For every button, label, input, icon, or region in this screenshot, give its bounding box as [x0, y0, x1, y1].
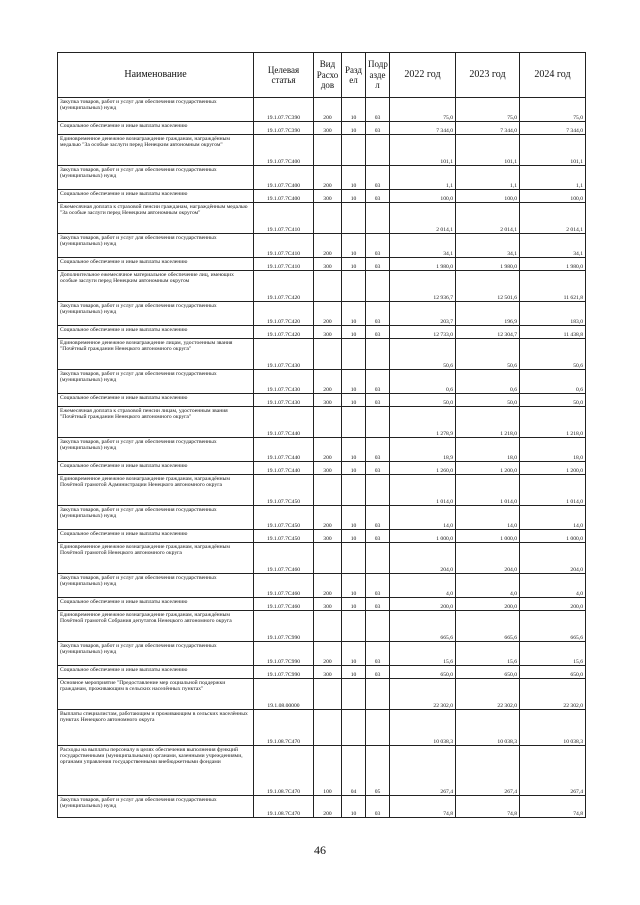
- row-section: 10: [342, 98, 366, 122]
- row-target-article: 19.1.07.7С440: [254, 407, 314, 438]
- table-row: [58, 258, 586, 271]
- table-row: [58, 407, 586, 438]
- row-name: Социальное обеспечение и иные выплаты населению: [58, 394, 254, 407]
- row-subsection: 03: [366, 642, 390, 666]
- row-subsection: [366, 611, 390, 642]
- row-section: [342, 475, 366, 506]
- row-section: [342, 271, 366, 302]
- row-value-2022: 50,0: [390, 394, 456, 407]
- row-subsection: [366, 203, 390, 234]
- row-value-2024: 22 302,0: [520, 679, 586, 710]
- row-target-article: 19.1.07.7С460: [254, 598, 314, 611]
- table-row: [58, 598, 586, 611]
- row-expense-type: 200: [314, 642, 342, 666]
- row-name: Единовременное денежное вознаграждение гражданам, награждённым Почётной грамотой Ненецкого автономного округа: [58, 543, 254, 574]
- row-value-2022: 1 980,0: [390, 258, 456, 271]
- row-subsection: 03: [366, 666, 390, 679]
- table-row: [58, 98, 586, 122]
- row-value-2023: 1 200,0: [456, 462, 520, 475]
- row-target-article: 19.1.07.7С990: [254, 666, 314, 679]
- row-target-article: 19.1.07.7С420: [254, 302, 314, 326]
- row-value-2022: 1 014,0: [390, 475, 456, 506]
- table-row: [58, 339, 586, 370]
- row-value-2023: 1 000,0: [456, 530, 520, 543]
- row-expense-type: 200: [314, 234, 342, 258]
- row-target-article: 19.1.08.00000: [254, 679, 314, 710]
- budget-table: [57, 52, 586, 818]
- row-target-article: 19.1.07.7С990: [254, 642, 314, 666]
- row-value-2023: 1 980,0: [456, 258, 520, 271]
- row-value-2024: 18,0: [520, 438, 586, 462]
- table-row: [58, 203, 586, 234]
- row-name: Основное мероприятие "Предоставление мер социальной поддержки гражданам, проживающим в сельских населённых пунктах": [58, 679, 254, 710]
- row-subsection: 03: [366, 370, 390, 394]
- row-value-2023: 14,0: [456, 506, 520, 530]
- row-expense-type: 200: [314, 574, 342, 598]
- row-name: Закупка товаров, работ и услуг для обеспечения государственных (муниципальных) нужд: [58, 642, 254, 666]
- row-value-2023: 101,1: [456, 135, 520, 166]
- row-target-article: 19.1.07.7С450: [254, 530, 314, 543]
- row-value-2022: 74,8: [390, 796, 456, 818]
- table-row: [58, 190, 586, 203]
- row-value-2022: 665,6: [390, 611, 456, 642]
- row-subsection: [366, 679, 390, 710]
- row-value-2022: 75,0: [390, 98, 456, 122]
- row-value-2023: 1 218,0: [456, 407, 520, 438]
- row-target-article: 19.1.07.7С460: [254, 543, 314, 574]
- page-number: 46: [314, 843, 326, 857]
- row-value-2022: 12 733,0: [390, 326, 456, 339]
- row-expense-type: [314, 407, 342, 438]
- row-value-2023: 0,6: [456, 370, 520, 394]
- row-section: 10: [342, 370, 366, 394]
- table-row: [58, 370, 586, 394]
- row-section: 10: [342, 642, 366, 666]
- table-row: [58, 506, 586, 530]
- row-section: [342, 407, 366, 438]
- row-section: 10: [342, 394, 366, 407]
- table-row: [58, 394, 586, 407]
- row-subsection: 03: [366, 234, 390, 258]
- row-value-2024: 1 980,0: [520, 258, 586, 271]
- row-expense-type: [314, 475, 342, 506]
- row-target-article: 19.1.07.7С400: [254, 166, 314, 190]
- row-value-2023: 50,0: [456, 394, 520, 407]
- row-section: [342, 203, 366, 234]
- row-value-2024: 34,1: [520, 234, 586, 258]
- table-row: [58, 475, 586, 506]
- row-name: Закупка товаров, работ и услуг для обеспечения государственных (муниципальных) нужд: [58, 370, 254, 394]
- row-value-2022: 1 278,9: [390, 407, 456, 438]
- row-value-2022: 204,0: [390, 543, 456, 574]
- table-header-row: [58, 53, 586, 98]
- row-target-article: 19.1.07.7С410: [254, 234, 314, 258]
- row-expense-type: 100: [314, 746, 342, 796]
- row-expense-type: 200: [314, 506, 342, 530]
- row-name: Социальное обеспечение и иные выплаты населению: [58, 530, 254, 543]
- row-expense-type: [314, 339, 342, 370]
- row-name: Закупка товаров, работ и услуг для обеспечения государственных (муниципальных) нужд: [58, 98, 254, 122]
- row-name: Закупка товаров, работ и услуг для обеспечения государственных (муниципальных) нужд: [58, 438, 254, 462]
- row-value-2022: 34,1: [390, 234, 456, 258]
- row-section: 10: [342, 438, 366, 462]
- header-target-article: Целевая статья: [254, 53, 314, 98]
- header-year-2024: 2024 год: [520, 53, 586, 98]
- row-value-2022: 10 038,3: [390, 710, 456, 746]
- row-value-2023: 100,0: [456, 190, 520, 203]
- row-section: 10: [342, 796, 366, 818]
- row-value-2023: 50,6: [456, 339, 520, 370]
- row-value-2024: 1 218,0: [520, 407, 586, 438]
- row-name: Закупка товаров, работ и услуг для обеспечения государственных (муниципальных) нужд: [58, 574, 254, 598]
- row-target-article: 19.1.08.7С470: [254, 746, 314, 796]
- row-section: 10: [342, 258, 366, 271]
- row-name: Социальное обеспечение и иные выплаты населению: [58, 258, 254, 271]
- table-row: [58, 530, 586, 543]
- row-value-2022: 18,9: [390, 438, 456, 462]
- row-value-2024: 267,4: [520, 746, 586, 796]
- row-target-article: 19.1.07.7С430: [254, 394, 314, 407]
- row-subsection: 03: [366, 190, 390, 203]
- row-value-2023: 34,1: [456, 234, 520, 258]
- header-section: Разд ел: [342, 53, 366, 98]
- row-target-article: 19.1.07.7С450: [254, 506, 314, 530]
- row-section: 10: [342, 326, 366, 339]
- row-value-2023: 12 501,6: [456, 271, 520, 302]
- row-value-2023: 1,1: [456, 166, 520, 190]
- row-value-2023: 1 014,0: [456, 475, 520, 506]
- row-name: Дополнительное ежемесячное материальное обеспечение лиц, имеющих особые заслуги перед Ненецким автономным округом: [58, 271, 254, 302]
- row-name: Единовременное денежное вознаграждение гражданам, награждённым медалью "За особые заслуги перед Ненецким автономным округом": [58, 135, 254, 166]
- row-value-2023: 267,4: [456, 746, 520, 796]
- table-row: [58, 666, 586, 679]
- row-name: Ежемесячная доплата к страховой пенсии лицам, удостоенным звания "Почётный гражданин Ненецкого автономного округа": [58, 407, 254, 438]
- row-target-article: 19.1.08.7С470: [254, 796, 314, 818]
- row-name: Социальное обеспечение и иные выплаты населению: [58, 326, 254, 339]
- row-value-2024: 1,1: [520, 166, 586, 190]
- header-year-2023: 2023 год: [456, 53, 520, 98]
- row-expense-type: 200: [314, 166, 342, 190]
- row-value-2024: 50,6: [520, 339, 586, 370]
- row-value-2023: 200,0: [456, 598, 520, 611]
- row-section: [342, 679, 366, 710]
- row-section: 10: [342, 190, 366, 203]
- row-expense-type: 300: [314, 326, 342, 339]
- row-value-2022: 2 014,1: [390, 203, 456, 234]
- row-name: Социальное обеспечение и иные выплаты населению: [58, 462, 254, 475]
- row-value-2024: 11 621,8: [520, 271, 586, 302]
- table-row: [58, 234, 586, 258]
- row-value-2022: 101,1: [390, 135, 456, 166]
- row-expense-type: [314, 543, 342, 574]
- row-expense-type: [314, 135, 342, 166]
- row-value-2023: 4,0: [456, 574, 520, 598]
- row-subsection: 03: [366, 796, 390, 818]
- row-expense-type: [314, 710, 342, 746]
- row-value-2023: 204,0: [456, 543, 520, 574]
- row-subsection: 05: [366, 746, 390, 796]
- table-row: [58, 611, 586, 642]
- row-expense-type: [314, 203, 342, 234]
- row-expense-type: 300: [314, 190, 342, 203]
- row-target-article: 19.1.07.7С390: [254, 98, 314, 122]
- row-value-2024: 1 000,0: [520, 530, 586, 543]
- table-row: [58, 462, 586, 475]
- row-subsection: 03: [366, 166, 390, 190]
- row-section: 10: [342, 122, 366, 135]
- row-value-2024: 7 344,0: [520, 122, 586, 135]
- row-target-article: 19.1.07.7С430: [254, 339, 314, 370]
- row-value-2023: 75,0: [456, 98, 520, 122]
- row-name: Закупка товаров, работ и услуг для обеспечения государственных (муниципальных) нужд: [58, 302, 254, 326]
- row-value-2024: 1 014,0: [520, 475, 586, 506]
- row-value-2024: 204,0: [520, 543, 586, 574]
- table-row: [58, 166, 586, 190]
- row-section: 10: [342, 530, 366, 543]
- row-value-2022: 267,4: [390, 746, 456, 796]
- row-name: Закупка товаров, работ и услуг для обеспечения государственных (муниципальных) нужд: [58, 166, 254, 190]
- table-row: [58, 271, 586, 302]
- row-target-article: 19.1.07.7С440: [254, 438, 314, 462]
- row-target-article: 19.1.07.7С410: [254, 258, 314, 271]
- row-section: 10: [342, 666, 366, 679]
- row-target-article: 19.1.07.7С450: [254, 475, 314, 506]
- table-row: [58, 710, 586, 746]
- table-body: [58, 98, 586, 818]
- row-value-2022: 15,6: [390, 642, 456, 666]
- row-subsection: [366, 271, 390, 302]
- row-target-article: 19.1.07.7С430: [254, 370, 314, 394]
- row-target-article: 19.1.07.7С440: [254, 462, 314, 475]
- row-expense-type: 300: [314, 530, 342, 543]
- row-target-article: 19.1.07.7С410: [254, 203, 314, 234]
- row-expense-type: 200: [314, 302, 342, 326]
- row-subsection: [366, 710, 390, 746]
- row-name: Единовременное денежное вознаграждение гражданам, награждённым Почётной грамотой Собрания депутатов Ненецкого автономного округа: [58, 611, 254, 642]
- row-name: Закупка товаров, работ и услуг для обеспечения государственных (муниципальных) нужд: [58, 796, 254, 818]
- row-section: 10: [342, 234, 366, 258]
- row-expense-type: [314, 611, 342, 642]
- row-name: Закупка товаров, работ и услуг для обеспечения государственных (муниципальных) нужд: [58, 506, 254, 530]
- row-name: Расходы на выплаты персоналу в целях обеспечения выполнения функций государственными (муниципальными) органами, казенными учреждениями, органами управления государственными внебюджетными фондами: [58, 746, 254, 796]
- header-subsection: Подр азде л: [366, 53, 390, 98]
- row-expense-type: 300: [314, 394, 342, 407]
- row-value-2024: 75,0: [520, 98, 586, 122]
- row-value-2024: 11 438,8: [520, 326, 586, 339]
- row-expense-type: [314, 679, 342, 710]
- row-value-2024: 1 200,0: [520, 462, 586, 475]
- row-value-2022: 1 000,0: [390, 530, 456, 543]
- row-target-article: 19.1.08.7С470: [254, 710, 314, 746]
- row-value-2022: 50,6: [390, 339, 456, 370]
- table-row: [58, 122, 586, 135]
- row-target-article: 19.1.07.7С420: [254, 271, 314, 302]
- row-section: 04: [342, 746, 366, 796]
- row-expense-type: 300: [314, 258, 342, 271]
- table-row: [58, 746, 586, 796]
- row-value-2024: 2 014,1: [520, 203, 586, 234]
- row-subsection: 03: [366, 122, 390, 135]
- row-section: 10: [342, 506, 366, 530]
- row-value-2024: 183,0: [520, 302, 586, 326]
- row-value-2024: 74,8: [520, 796, 586, 818]
- row-subsection: [366, 135, 390, 166]
- row-subsection: 03: [366, 258, 390, 271]
- row-subsection: 03: [366, 302, 390, 326]
- row-expense-type: 300: [314, 462, 342, 475]
- row-subsection: 03: [366, 438, 390, 462]
- row-target-article: 19.1.07.7С390: [254, 122, 314, 135]
- row-section: [342, 135, 366, 166]
- row-value-2024: 101,1: [520, 135, 586, 166]
- row-value-2022: 22 302,0: [390, 679, 456, 710]
- row-name: Единовременное денежное вознаграждение лицам, удостоенным звания "Почётный гражданин Ненецкого автономного округа": [58, 339, 254, 370]
- row-section: [342, 710, 366, 746]
- row-value-2023: 10 038,3: [456, 710, 520, 746]
- row-name: Социальное обеспечение и иные выплаты населению: [58, 666, 254, 679]
- row-section: 10: [342, 574, 366, 598]
- row-expense-type: 200: [314, 370, 342, 394]
- row-subsection: 03: [366, 574, 390, 598]
- row-value-2024: 100,0: [520, 190, 586, 203]
- row-name: Ежемесячная доплата к страховой пенсии гражданам, награждённым медалью "За особые заслуги перед Ненецким автономным округом": [58, 203, 254, 234]
- row-value-2022: 1 260,0: [390, 462, 456, 475]
- row-value-2023: 15,6: [456, 642, 520, 666]
- row-expense-type: 200: [314, 98, 342, 122]
- row-value-2023: 2 014,1: [456, 203, 520, 234]
- row-subsection: 03: [366, 98, 390, 122]
- row-subsection: 03: [366, 506, 390, 530]
- row-expense-type: 300: [314, 598, 342, 611]
- row-name: Закупка товаров, работ и услуг для обеспечения государственных (муниципальных) нужд: [58, 234, 254, 258]
- row-value-2022: 4,0: [390, 574, 456, 598]
- budget-table-page: [57, 52, 585, 818]
- row-value-2022: 650,0: [390, 666, 456, 679]
- row-expense-type: 200: [314, 796, 342, 818]
- row-subsection: 03: [366, 326, 390, 339]
- row-value-2024: 4,0: [520, 574, 586, 598]
- row-value-2024: 14,0: [520, 506, 586, 530]
- row-expense-type: 300: [314, 122, 342, 135]
- header-name: Наименование: [58, 53, 254, 98]
- row-value-2023: 196,9: [456, 302, 520, 326]
- row-target-article: 19.1.07.7С420: [254, 326, 314, 339]
- table-row: [58, 679, 586, 710]
- table-row: [58, 302, 586, 326]
- row-value-2022: 203,7: [390, 302, 456, 326]
- row-value-2022: 7 344,0: [390, 122, 456, 135]
- table-row: [58, 135, 586, 166]
- row-subsection: 03: [366, 394, 390, 407]
- row-value-2023: 650,0: [456, 666, 520, 679]
- row-subsection: [366, 407, 390, 438]
- row-name: Социальное обеспечение и иные выплаты населению: [58, 122, 254, 135]
- table-row: [58, 642, 586, 666]
- row-subsection: 03: [366, 530, 390, 543]
- row-section: [342, 611, 366, 642]
- row-section: 10: [342, 166, 366, 190]
- row-target-article: 19.1.07.7С990: [254, 611, 314, 642]
- row-target-article: 19.1.07.7С400: [254, 135, 314, 166]
- table-row: [58, 574, 586, 598]
- row-value-2023: 74,8: [456, 796, 520, 818]
- row-value-2022: 1,1: [390, 166, 456, 190]
- row-subsection: 03: [366, 598, 390, 611]
- row-expense-type: [314, 271, 342, 302]
- row-expense-type: 200: [314, 438, 342, 462]
- row-target-article: 19.1.07.7С400: [254, 190, 314, 203]
- row-value-2022: 14,0: [390, 506, 456, 530]
- row-value-2022: 100,0: [390, 190, 456, 203]
- row-subsection: 03: [366, 462, 390, 475]
- header-year-2022: 2022 год: [390, 53, 456, 98]
- row-subsection: [366, 543, 390, 574]
- row-value-2023: 7 344,0: [456, 122, 520, 135]
- row-value-2024: 650,0: [520, 666, 586, 679]
- row-value-2022: 12 936,7: [390, 271, 456, 302]
- row-value-2023: 18,0: [456, 438, 520, 462]
- row-value-2024: 200,0: [520, 598, 586, 611]
- header-expense-type: Вид Расхо дов: [314, 53, 342, 98]
- row-section: 10: [342, 302, 366, 326]
- row-target-article: 19.1.07.7С460: [254, 574, 314, 598]
- table-row: [58, 438, 586, 462]
- row-value-2022: 0,6: [390, 370, 456, 394]
- row-value-2024: 665,6: [520, 611, 586, 642]
- row-name: Социальное обеспечение и иные выплаты населению: [58, 190, 254, 203]
- row-section: 10: [342, 598, 366, 611]
- row-name: Социальное обеспечение и иные выплаты населению: [58, 598, 254, 611]
- row-name: Единовременное денежное вознаграждение гражданам, награждённым Почётной грамотой Администрации Ненецкого автономного округа: [58, 475, 254, 506]
- row-value-2023: 12 304,7: [456, 326, 520, 339]
- row-section: [342, 543, 366, 574]
- table-row: [58, 543, 586, 574]
- table-row: [58, 796, 586, 818]
- row-value-2024: 50,0: [520, 394, 586, 407]
- row-subsection: [366, 475, 390, 506]
- row-value-2024: 15,6: [520, 642, 586, 666]
- row-value-2022: 200,0: [390, 598, 456, 611]
- row-section: 10: [342, 462, 366, 475]
- row-value-2024: 10 038,3: [520, 710, 586, 746]
- row-name: Выплаты специалистам, работающим и проживающим в сельских населённых пунктах Ненецкого автономного округа: [58, 710, 254, 746]
- row-value-2023: 22 302,0: [456, 679, 520, 710]
- row-value-2024: 0,6: [520, 370, 586, 394]
- row-expense-type: 300: [314, 666, 342, 679]
- row-section: [342, 339, 366, 370]
- table-row: [58, 326, 586, 339]
- row-value-2023: 665,6: [456, 611, 520, 642]
- row-subsection: [366, 339, 390, 370]
